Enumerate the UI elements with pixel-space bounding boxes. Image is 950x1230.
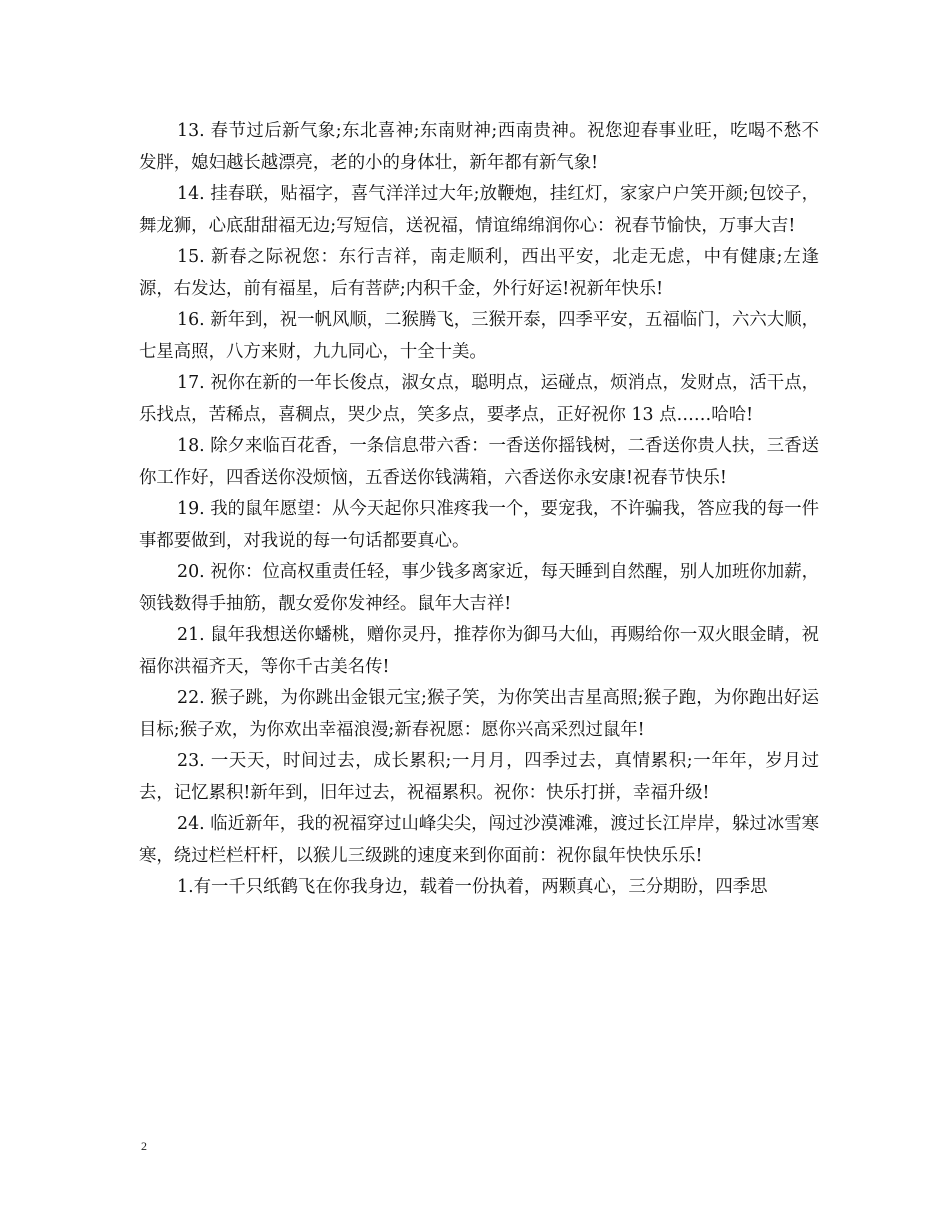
paragraph-22: 22. 猴子跳，为你跳出金银元宝;猴子笑，为你笑出吉星高照;猴子跑，为你跑出好运目标;猴子欢，为你欢出幸福浪漫;新春祝愿：愿你兴高采烈过鼠年! [139,688,819,740]
paragraph-19: 19. 我的鼠年愿望：从今天起你只准疼我一个，要宠我，不许骗我，答应我的每一件事都要做到，对我说的每一句话都要真心。 [139,499,819,551]
paragraph-21: 21. 鼠年我想送你蟠桃，赠你灵丹，推荐你为御马大仙，再赐给你一双火眼金睛，祝福你洪福齐天，等你千古美名传! [139,625,819,677]
paragraph-20: 20. 祝你：位高权重责任轻，事少钱多离家近，每天睡到自然醒，别人加班你加薪，领钱数得手抽筋，靓女爱你发神经。鼠年大吉祥! [139,562,819,614]
paragraph-15: 15. 新春之际祝您：东行吉祥，南走顺利，西出平安，北走无虑，中有健康;左逢源，右发达，前有福星，后有菩萨;内积千金，外行好运!祝新年快乐! [139,247,819,299]
paragraph-16: 16. 新年到，祝一帆风顺，二猴腾飞，三猴开泰，四季平安，五福临门，六六大顺，七星高照，八方来财，九九同心，十全十美。 [139,310,819,362]
paragraph-17: 17. 祝你在新的一年长俊点，淑女点，聪明点，运碰点，烦消点，发财点，活干点，乐找点，苦稀点，喜稠点，哭少点，笑多点，要孝点，正好祝你 13 点……哈哈! [139,373,819,425]
paragraph-23: 23. 一天天，时间过去，成长累积;一月月，四季过去，真情累积;一年年，岁月过去，记忆累积!新年到，旧年过去，祝福累积。祝你：快乐打拼，幸福升级! [139,751,819,803]
paragraph-24: 24. 临近新年，我的祝福穿过山峰尖尖，闯过沙漠滩滩，渡过长江岸岸，躲过冰雪寒寒，绕过栏栏杆杆，以猴儿三级跳的速度来到你面前：祝你鼠年快快乐乐! [139,814,819,866]
paragraph-13: 13. 春节过后新气象;东北喜神;东南财神;西南贵神。祝您迎春事业旺，吃喝不愁不发胖，媳妇越长越漂亮，老的小的身体壮，新年都有新气象! [139,121,819,173]
paragraph-18: 18. 除夕来临百花香，一条信息带六香：一香送你摇钱树，二香送你贵人扶，三香送你工作好，四香送你没烦恼，五香送你钱满箱，六香送你永安康!祝春节快乐! [139,436,819,488]
paragraph-next-1: 1.有一千只纸鹤飞在你我身边，载着一份执着，两颗真心，三分期盼，四季思 [177,877,768,897]
document-body [139,116,819,904]
paragraph-14: 14. 挂春联，贴福字，喜气洋洋过大年;放鞭炮，挂红灯，家家户户笑开颜;包饺子，舞龙狮，心底甜甜福无边;写短信，送祝福，情谊绵绵润你心：祝春节愉快，万事大吉! [139,184,819,236]
page-number: 2 [141,1139,147,1153]
